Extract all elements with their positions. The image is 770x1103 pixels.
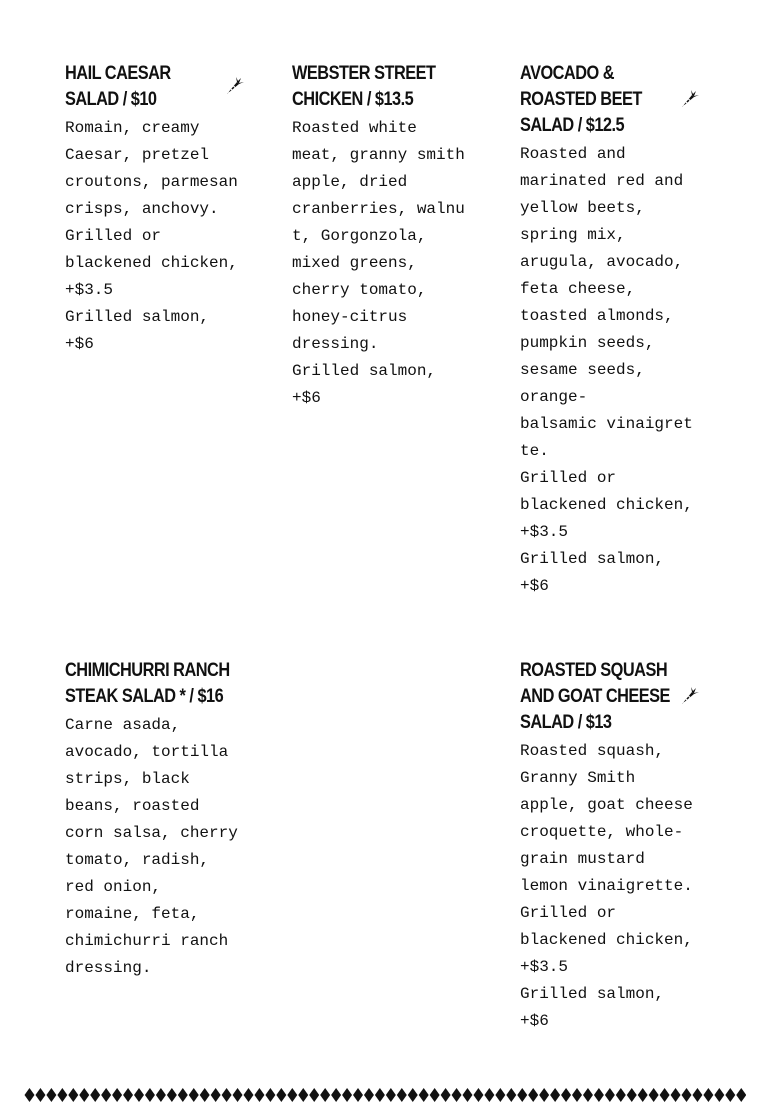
diamond-shape: [364, 1088, 374, 1102]
diamond-shape: [583, 1088, 593, 1102]
diamond-shape: [265, 1088, 275, 1102]
diamond-shape: [233, 1088, 243, 1102]
diamond-shape: [638, 1088, 648, 1102]
menu-item-title: AVOCADO & ROASTED BEET SALAD / $12.5: [520, 63, 642, 136]
menu-item-title: ROASTED SQUASH AND GOAT CHEESE SALAD / $13: [520, 660, 670, 733]
diamond-shape: [463, 1088, 473, 1102]
menu-item-addons: Grilled or blackened chicken, +$3.5 Grilled salmon, +$6: [520, 904, 693, 1030]
diamond-shape: [342, 1088, 352, 1102]
diamond-shape: [145, 1088, 155, 1102]
diamond-shape: [46, 1088, 56, 1102]
diamond-shape: [320, 1088, 330, 1102]
diamond-shape: [112, 1088, 122, 1102]
menu-item-hail-caesar: [65, 61, 247, 358]
menu-item-description: Romain, creamy Caesar, pretzel croutons, parmesan crisps, anchovy.: [65, 119, 238, 218]
diamond-shape: [649, 1088, 659, 1102]
diamond-shape: [178, 1088, 188, 1102]
diamond-shape: [167, 1088, 177, 1102]
menu-item-description: Roasted squash, Granny Smith apple, goat cheese croquette, whole- grain mustard lemon vinaigrette.: [520, 742, 693, 895]
diamond-shape: [660, 1088, 670, 1102]
diamond-shape: [473, 1088, 483, 1102]
diamond-shape: [725, 1088, 735, 1102]
menu-item-webster-street-chicken: [292, 61, 474, 412]
diamond-shape: [68, 1088, 78, 1102]
diamond-shape: [495, 1088, 505, 1102]
diamond-shape: [682, 1088, 692, 1102]
diamond-shape: [156, 1088, 166, 1102]
diamond-shape: [309, 1088, 319, 1102]
diamond-shape: [298, 1088, 308, 1102]
diamond-shape: [561, 1088, 571, 1102]
diamond-shape: [353, 1088, 363, 1102]
diamond-shape: [506, 1088, 516, 1102]
carrot-icon: [680, 89, 700, 109]
diamond-shape: [692, 1088, 702, 1102]
diamond-shape: [539, 1088, 549, 1102]
diamond-shape: [101, 1088, 111, 1102]
diamond-shape: [79, 1088, 89, 1102]
diamond-shape: [452, 1088, 462, 1102]
diamond-shape: [211, 1088, 221, 1102]
diamond-shape: [419, 1088, 429, 1102]
menu-item-roasted-squash-goat-cheese: [520, 658, 702, 1035]
diamond-shape: [703, 1088, 713, 1102]
diamond-shape: [605, 1088, 615, 1102]
menu-item-description: Roasted and marinated red and yellow beets, spring mix, arugula, avocado, feta cheese, toasted almonds, pumpkin seeds, sesame seeds, orange- balsamic vinaigret te.: [520, 145, 693, 460]
menu-item-addons: Grilled or blackened chicken, +$3.5 Grilled salmon, +$6: [520, 469, 693, 595]
diamond-shape: [484, 1088, 494, 1102]
diamond-shape: [616, 1088, 626, 1102]
diamond-shape: [276, 1088, 286, 1102]
menu-item-description: Carne asada, avocado, tortilla strips, black beans, roasted corn salsa, cherry tomato, radish, red onion, romaine, feta, chimichurri ranch dressing.: [65, 716, 238, 977]
diamond-shape: [671, 1088, 681, 1102]
diamond-shape: [287, 1088, 297, 1102]
menu-item-addons: Grilled or blackened chicken, +$3.5 Grilled salmon, +$6: [65, 227, 238, 353]
diamond-shape: [25, 1088, 35, 1102]
diamond-shape: [594, 1088, 604, 1102]
carrot-icon: [225, 76, 245, 96]
diamond-shape: [57, 1088, 67, 1102]
diamond-shape: [200, 1088, 210, 1102]
diamond-border-divider: [24, 1087, 746, 1103]
diamond-shape: [714, 1088, 724, 1102]
diamond-shape: [550, 1088, 560, 1102]
diamond-shape: [331, 1088, 341, 1102]
diamond-shape: [254, 1088, 264, 1102]
diamond-shape: [35, 1088, 45, 1102]
diamond-shape: [528, 1088, 538, 1102]
diamond-shape: [386, 1088, 396, 1102]
diamond-shape: [441, 1088, 451, 1102]
menu-item-description: Roasted white meat, granny smith apple, dried cranberries, walnu t, Gorgonzola, mixed greens, cherry tomato, honey-citrus dressing.: [292, 119, 465, 353]
menu-item-avocado-roasted-beet: [520, 61, 702, 600]
diamond-shape: [408, 1088, 418, 1102]
diamond-shape: [736, 1088, 746, 1102]
diamond-shape: [517, 1088, 527, 1102]
menu-item-title: CHIMICHURRI RANCH STEAK SALAD * / $16: [65, 660, 230, 707]
diamond-shape: [123, 1088, 133, 1102]
menu-item-title: HAIL CAESAR SALAD / $10: [65, 63, 171, 110]
diamond-shape: [134, 1088, 144, 1102]
menu-item-chimichurri-steak: [65, 658, 247, 982]
diamond-shape: [627, 1088, 637, 1102]
carrot-icon: [680, 686, 700, 706]
diamond-shape: [244, 1088, 254, 1102]
diamond-shape: [375, 1088, 385, 1102]
menu-item-addons: Grilled salmon, +$6: [292, 362, 437, 407]
diamond-shape: [189, 1088, 199, 1102]
diamond-shape: [90, 1088, 100, 1102]
diamond-shape: [572, 1088, 582, 1102]
menu-item-title: WEBSTER STREET CHICKEN / $13.5: [292, 63, 436, 110]
diamond-shape: [430, 1088, 440, 1102]
diamond-shape: [397, 1088, 407, 1102]
diamond-shape: [222, 1088, 232, 1102]
